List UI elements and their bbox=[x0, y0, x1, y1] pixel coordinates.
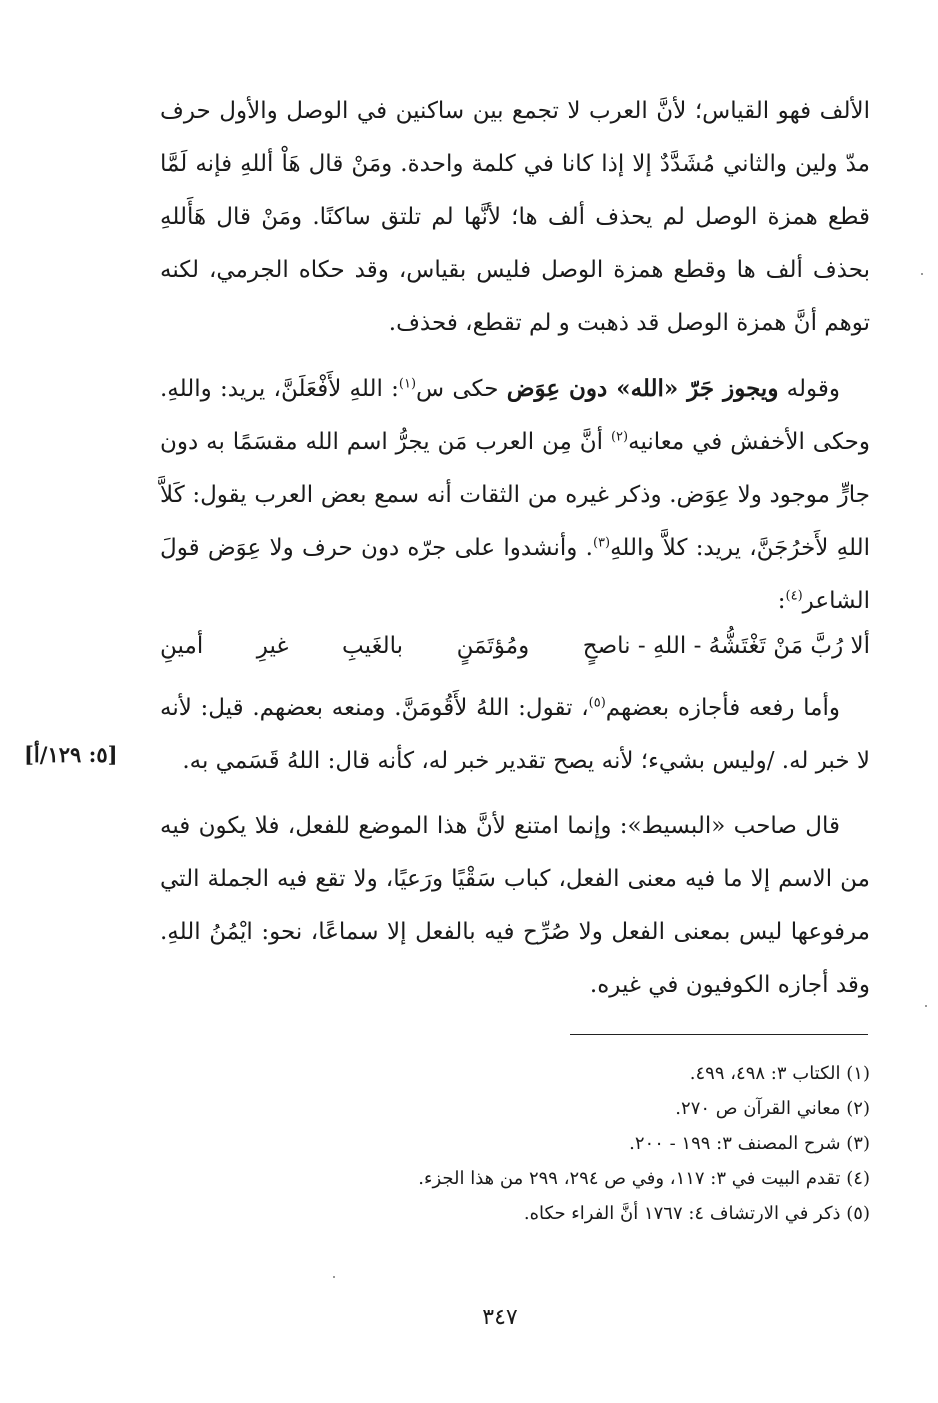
p2-text-1: وقوله bbox=[778, 376, 840, 402]
footnote-2: (٢) معاني القرآن ص ٢٧٠. bbox=[675, 1098, 870, 1119]
p3-text-1: وأما رفعه فأجازه بعضهم bbox=[605, 695, 840, 721]
paragraph-4: قال صاحب «البسيط»: وإنما امتنع لأنَّ هذا الموضع للفعل، فلا يكون فيه من الاسم إلا ما فيه معنى الفعل، كباب سَقْيًا ورَعيًا، ولا تقع فيه الجملة التي مرفوعها ليس بمعنى الفعل ولا صُرِّح فيه بالفعل إلا سماعًا، نحو: ايْمُنُ اللهِ. وقد أجازه الكوفيون في غيره. bbox=[160, 813, 870, 998]
verse-part-4: غيرِ bbox=[256, 633, 289, 659]
paragraph-2 bbox=[160, 362, 870, 628]
verse-part-2: ومُؤتَمَنٍ bbox=[456, 633, 530, 659]
paragraph-3 bbox=[160, 682, 870, 788]
poetry-verse bbox=[160, 626, 870, 666]
scan-speck bbox=[333, 1276, 335, 1278]
footnote-5: (٥) ذكر في الارتشاف ٤: ١٧٦٧ أنَّ الفراء حكاه. bbox=[523, 1203, 870, 1224]
footnote-ref-4[interactable]: (٤) bbox=[785, 588, 803, 604]
footnote-4: (٤) تقدم البيت في ٣: ١١٧، وفي ص ٢٩٤، ٢٩٩ من هذا الجزء. bbox=[418, 1168, 870, 1189]
footnote-3: (٣) شرح المصنف ٣: ١٩٩ - ٢٠٠. bbox=[629, 1133, 870, 1154]
p2-text-5: . وأنشدوا على جرّه دون حرف ولا عِوَض قولَ الشاعر bbox=[160, 535, 870, 614]
p2-text-3: : اللهِ لأَفْعَلَنَّ، يريد: واللهِ. وحكى الأخفش في معانيه bbox=[160, 376, 871, 455]
footnote-ref-3[interactable]: (٣) bbox=[592, 535, 611, 551]
verse-part-5: أمينِ bbox=[160, 633, 204, 659]
footnotes bbox=[300, 1056, 870, 1231]
p2-text-2: حكى س bbox=[416, 376, 507, 402]
manuscript-folio-ref: [٥: ١٢٩/أ] bbox=[24, 742, 118, 767]
verse-part-3: بالغَيبِ bbox=[342, 633, 404, 659]
scan-speck bbox=[925, 1005, 927, 1007]
paragraph-1: الألف فهو القياس؛ لأنَّ العرب لا تجمع بين ساكنين في الوصل والأول حرف مدّ ولين والثاني مُشَدَّدٌ إلا إذا كانا في كلمة واحدة. ومَنْ قال هَاْ أللهِ فإنه لَمَّا قطع همزة الوصل لم يحذف ألف ها؛ لأنَّها لم تلتق ساكنًا. ومَنْ قال هَأَللهِ بحذف ألف ها وقطع همزة الوصل فليس بقياس، وقد حكاه الجرمي، لكنه توهم أنَّ همزة الوصل قد ذهبت و لم تقطع، فحذف. bbox=[160, 98, 870, 336]
main-text-continued bbox=[160, 682, 870, 1012]
scan-speck bbox=[921, 273, 923, 275]
footnote-ref-2[interactable]: (٢) bbox=[610, 429, 629, 445]
p3-text-2: ، تقول: اللهُ لأَقُومَنَّ. ومنعه بعضهم. قيل: لأنه لا خبر له. /وليس بشيء؛ لأنه يصح تقدير خبر له، كأنه قال: اللهُ قَسَمي به. bbox=[160, 695, 870, 774]
p2-text-6: : bbox=[777, 588, 786, 614]
p2-bold-phrase: ويجوز جَرّ «الله» دون عِوَض bbox=[506, 375, 779, 402]
main-text bbox=[160, 85, 870, 628]
footnote-ref-5[interactable]: (٥) bbox=[588, 695, 606, 711]
p2-text-4: أنَّ مِن العرب مَن يجرُّ اسم الله مقسَمًا به دون جارٍّ موجود ولا عِوَض. وذكر غيره من الثقات أنه سمع بعض العرب يقول: كَلاَّ اللهِ لأَخرُجَنَّ، يريد: كلاَّ واللهِ bbox=[160, 429, 871, 561]
footnote-ref-1[interactable]: (١) bbox=[398, 376, 417, 392]
page-number: ٣٤٧ bbox=[482, 1305, 518, 1330]
footnote-1: (١) الكتاب ٣: ٤٩٨، ٤٩٩. bbox=[689, 1063, 870, 1084]
verse-part-1: ألا رُبَّ مَنْ تَغْتَشُّهُ - اللهِ - ناصحٍ bbox=[582, 633, 870, 659]
footnote-divider bbox=[570, 1034, 868, 1035]
